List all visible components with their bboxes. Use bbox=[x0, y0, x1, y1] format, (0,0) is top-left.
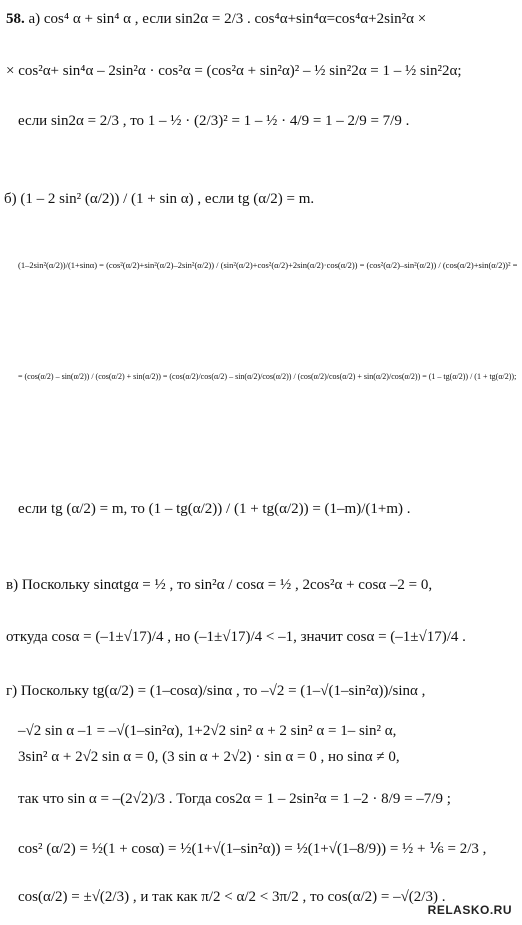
problem-a-line-2: × cos²α+ sin⁴α – 2sin²α · cos²α = (cos²α + sin²α)² – ½ sin²2α = 1 – ½ sin²2α; bbox=[6, 63, 462, 79]
problem-b-line-4: если tg (α/2) = m, то (1 – tg(α/2)) / (1 + tg(α/2)) = (1–m)/(1+m) . bbox=[18, 501, 411, 517]
problem-g-line-6: cos(α/2) = ±√(2/3) , и так как π/2 < α/2 < 3π/2 , то cos(α/2) = –√(2/3) . bbox=[18, 889, 446, 905]
problem-v-line-1: в) Поскольку sinαtgα = ½ , то sin²α / cosα = ½ , 2cos²α + cosα –2 = 0, bbox=[6, 577, 433, 593]
problem-b-line-1: б) (1 – 2 sin² (α/2)) / (1 + sin α) , если tg (α/2) = m. bbox=[4, 191, 315, 207]
problem-b-line-2: (1–2sin²(α/2))/(1+sinα) = (cos²(α/2)+sin²(α/2)–2sin²(α/2)) / (sin²(α/2)+cos²(α/2)+2sin(α/2)·cos(α/2)) = (cos²(α/2)–sin²(α/2)) / (cos(α/2)+sin(α/2))² = bbox=[18, 260, 518, 270]
problem-v-line-2: откуда cosα = (–1±√17)/4 , но (–1±√17)/4 < –1, значит cosα = (–1±√17)/4 . bbox=[6, 629, 466, 645]
problem-g-line-3: 3sin² α + 2√2 sin α = 0, (3 sin α + 2√2) · sin α = 0 , но sinα ≠ 0, bbox=[18, 749, 400, 765]
problem-number: 58. bbox=[6, 11, 25, 27]
problem-a-line-1: 58. а) cos⁴ α + sin⁴ α , если sin2α = 2/3 . cos⁴α+sin⁴α=cos⁴α+2sin²α × bbox=[6, 11, 427, 27]
problem-g-line-2: –√2 sin α –1 = –√(1–sin²α), 1+2√2 sin² α + 2 sin² α = 1– sin² α, bbox=[18, 723, 397, 739]
problem-b-line-3: = (cos(α/2) – sin(α/2)) / (cos(α/2) + sin(α/2)) = (cos(α/2)/cos(α/2) – sin(α/2)/cos(α/2)) / (cos(α/2)/cos(α/2) + sin(α/2)/cos(α/2)) = (1 – tg(α/2)) / (1 + tg(α/2)); bbox=[18, 372, 517, 381]
problem-a-line-3: если sin2α = 2/3 , то 1 – ½ · (2/3)² = 1 – ½ · 4/9 = 1 – 2/9 = 7/9 . bbox=[18, 113, 410, 129]
problem-g-line-1: г) Поскольку tg(α/2) = (1–cosα)/sinα , то –√2 = (1–√(1–sin²α))/sinα , bbox=[6, 683, 426, 699]
site-watermark: RELASKO.RU bbox=[427, 903, 512, 917]
problem-g-line-5: cos² (α/2) = ½(1 + cosα) = ½(1+√(1–sin²α)) = ½(1+√(1–8/9)) = ½ + ⅙ = 2/3 , bbox=[18, 841, 487, 857]
problem-g-line-4: так что sin α = –(2√2)/3 . Тогда cos2α = 1 – 2sin²α = 1 –2 · 8/9 = –7/9 ; bbox=[18, 791, 451, 807]
